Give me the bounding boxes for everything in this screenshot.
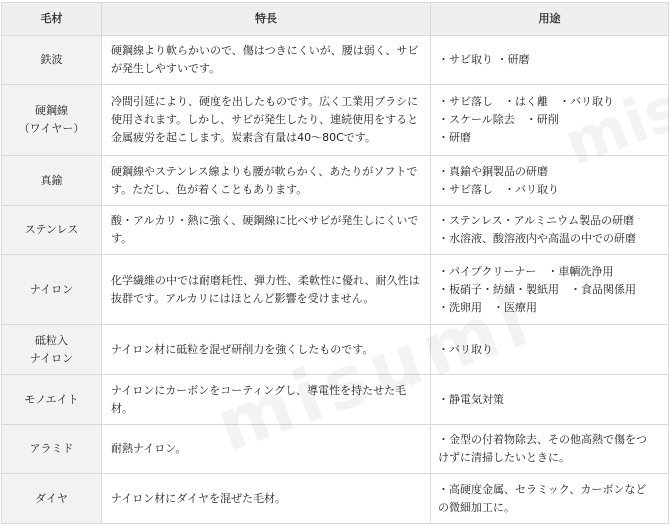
material-name-sub: ナイロン: [29, 351, 74, 365]
material-name: 真鍮: [40, 173, 63, 187]
material-name: ステンレス: [24, 223, 79, 236]
table-row: [2, 36, 669, 85]
use-line: ・高硬度金属、セラミック、カーボンなど: [438, 482, 647, 496]
uses-cell: [431, 425, 669, 474]
features-cell: 硬鋼線より軟らかいので、傷はつきにくいが、腰は弱く、サビが発生しやすいです。: [102, 36, 431, 85]
material-name-cell: [2, 85, 102, 156]
material-name-cell: [2, 375, 102, 425]
use-line: ・洗卵用 ・医療用: [438, 300, 537, 314]
use-line: ・ステンレス・アルミニウム製品の研磨: [438, 214, 635, 227]
uses-cell: [431, 255, 669, 325]
uses-cell: [431, 156, 669, 206]
uses-cell: [431, 36, 669, 85]
material-name-cell: [2, 325, 102, 375]
material-name: ダイヤ: [35, 491, 68, 505]
features-cell: 冷間引延により、硬度を出したものです。広く工業用ブラシに使用されます。しかし、サビが発生したり、連続使用をすると金属疲労を起こします。炭素含有量は40～80Cです。: [102, 85, 431, 156]
header-features: 特長: [102, 3, 431, 36]
brush-material-table: [1, 2, 669, 524]
use-line: ・研磨: [438, 131, 471, 144]
material-name: 硬鋼線: [35, 104, 68, 117]
uses-cell: [431, 206, 669, 255]
material-name-cell: [2, 474, 102, 524]
use-line: ・サビ落し ・バリ取り: [438, 182, 559, 196]
table-row: [2, 85, 669, 156]
features-cell: ナイロン材に砥粒を混ぜ研削力を強くしたものです。: [102, 325, 431, 375]
use-line: ・サビ取り ・研磨: [438, 53, 530, 66]
table-row: [2, 425, 669, 474]
uses-cell: [431, 85, 669, 156]
table-row: [2, 255, 669, 325]
header-uses: 用途: [431, 3, 669, 36]
material-name-cell: [2, 156, 102, 206]
use-line: ・サビ落し ・はく離 ・バリ取り: [438, 95, 614, 108]
use-line: の微細加工に。: [438, 500, 515, 514]
use-line: ・水溶液、酸溶液内や高温の中での研磨: [438, 232, 636, 245]
material-name-cell: [2, 255, 102, 325]
table-row: [2, 206, 669, 255]
table-row: [2, 474, 669, 524]
use-line: けずに清掃したいときに。: [438, 451, 570, 464]
features-cell: 酸・アルカリ・熱に強く、硬鋼線に比べサビが発生しにくいです。: [102, 206, 431, 255]
material-name: アラミド: [29, 442, 74, 455]
features-cell: ナイロン材にダイヤを混ぜた毛材。: [102, 474, 431, 524]
uses-cell: [431, 375, 669, 425]
features-cell: 化学繊維の中では耐磨耗性、弾力性、柔軟性に優れ、耐久性は抜群です。アルカリにはほとんど影響を受けません。: [102, 255, 431, 325]
table-row: [2, 325, 669, 375]
table-row: [2, 375, 669, 425]
material-name: モノエイト: [24, 392, 79, 406]
material-name-sub: （ワイヤー）: [18, 122, 85, 135]
material-name: 鉄波: [40, 53, 63, 66]
uses-cell: [431, 325, 669, 375]
features-cell: 硬鋼線やステンレス線よりも腰が軟らかく、あたりがソフトです。ただし、色が着くこともあります。: [102, 156, 431, 206]
table-row: [2, 156, 669, 206]
use-line: ・板硝子・紡績・製紙用 ・食品関係用: [438, 282, 636, 296]
use-line: ・静電気対策: [438, 392, 504, 406]
features-cell: 耐熱ナイロン。: [102, 425, 431, 474]
use-line: ・スケール除去 ・研削: [438, 113, 559, 126]
use-line: ・バリ取り: [438, 342, 493, 356]
use-line: ・真鍮や銅製品の研磨: [438, 164, 548, 178]
material-name-cell: [2, 206, 102, 255]
material-name-cell: [2, 36, 102, 85]
material-name-cell: [2, 425, 102, 474]
material-name: ナイロン: [29, 282, 74, 296]
features-cell: ナイロンにカーボンをコーティングし、導電性を持たせた毛材。: [102, 375, 431, 425]
table-header-row: [2, 3, 669, 36]
header-material: 毛材: [2, 3, 102, 36]
material-name: 砥粒入: [35, 333, 68, 347]
use-line: ・パイプクリーナー ・車輌洗浄用: [438, 264, 614, 278]
uses-cell: [431, 474, 669, 524]
use-line: ・金型の付着物除去、その他高熱で傷をつ: [438, 433, 647, 446]
